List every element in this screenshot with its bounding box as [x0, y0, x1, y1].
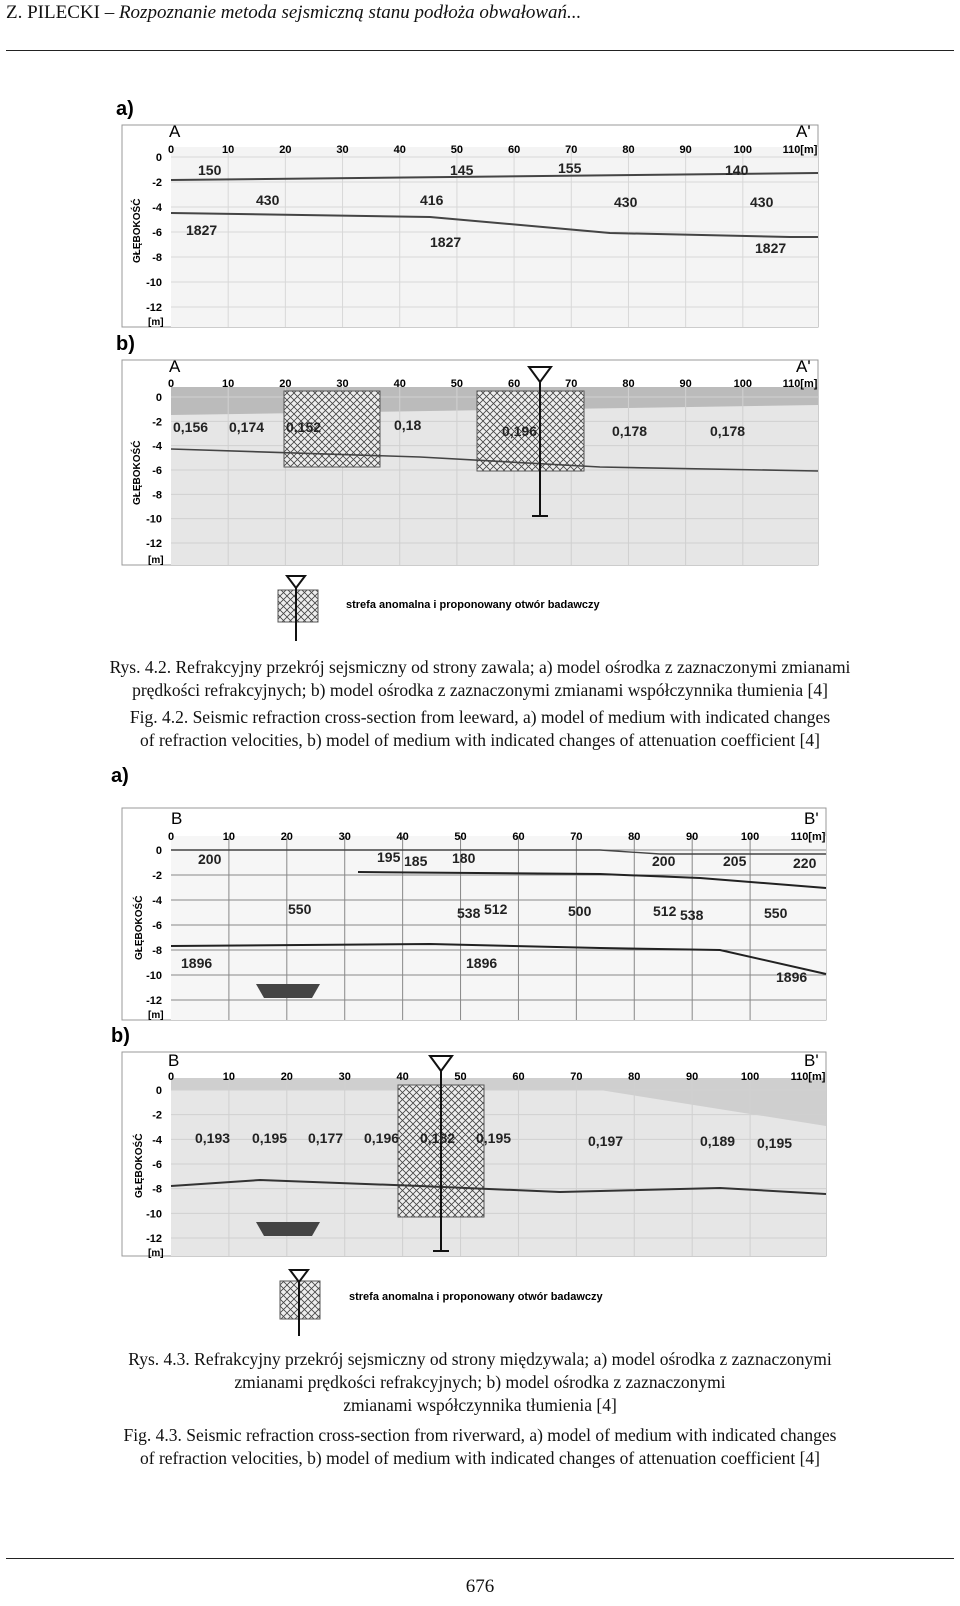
panel-b-chart	[122, 1051, 826, 1259]
y-tick-label: -12	[146, 302, 162, 314]
y-tick-label: -6	[152, 1159, 162, 1171]
x-tick-label: 110[m]	[782, 378, 818, 390]
y-tick-label: -6	[152, 227, 162, 239]
y-tick-label: -8	[152, 489, 162, 502]
layer-value: 0,195	[757, 1135, 793, 1151]
layer-value: 538	[457, 905, 481, 921]
y-tick-label: -2	[152, 1109, 162, 1122]
x-tick-label: 90	[686, 1071, 699, 1083]
running-header	[6, 2, 581, 24]
x-tick-label: 60	[507, 144, 521, 156]
page-number: 676	[465, 1576, 495, 1597]
caption-fig-4-2	[0, 706, 960, 752]
layer-value: 0,177	[308, 1130, 344, 1146]
header-title: Rozpoznanie metoda sejsmiczną stanu podłoża obwałowań...	[118, 2, 582, 23]
x-tick-label: 40	[396, 831, 409, 843]
y-tick-label: -10	[146, 513, 162, 526]
x-tick-label: 20	[280, 1071, 293, 1083]
layer-value: 1827	[430, 234, 462, 250]
x-tick-label: 40	[396, 1071, 409, 1083]
layer-value: 0,156	[173, 419, 209, 435]
layer-value: 0,196	[502, 423, 538, 439]
y-tick-label: -12	[146, 995, 162, 1007]
x-tick-label: 10	[222, 378, 235, 390]
caption-line: prędkości refrakcyjnych; b) model ośrodka z zaznaczonymi zmianami współczynnika tłumienia [4]	[132, 680, 828, 700]
layer-value: 1896	[181, 955, 213, 971]
x-tick-label: 30	[336, 378, 349, 390]
x-tick-label: 100	[740, 1071, 760, 1083]
y-tick-label: 0	[155, 845, 162, 857]
x-tick-label: 50	[450, 378, 464, 390]
y-unit: [m]	[148, 317, 164, 328]
x-tick-label: 0	[167, 378, 175, 390]
x-tick-label: 50	[450, 144, 464, 156]
layer-value: 0,18	[394, 417, 422, 433]
layer-value: 180	[452, 850, 476, 866]
y-tick-label: -2	[152, 416, 162, 429]
y-tick-label: 0	[155, 152, 162, 164]
caption-line: of refraction velocities, b) model of medium with indicated changes of attenuation coefficient [4]	[140, 730, 820, 750]
legend-borehole-icon	[290, 1270, 308, 1282]
caption-line: Rys. 4.2. Refrakcyjny przekrój sejsmiczny od strony zawala; a) model ośrodka z zaznaczonymi zmianami	[109, 657, 851, 677]
layer-value: 538	[680, 907, 704, 923]
y-tick-label: -2	[152, 177, 162, 189]
caption-line: Fig. 4.3. Seismic refraction cross-section from riverward, a) model of medium with indicated changes	[123, 1425, 837, 1445]
x-tick-label: 80	[622, 378, 635, 390]
y-tick-label: -8	[152, 252, 162, 264]
levee-symbol	[256, 1222, 320, 1236]
x-tick-label: 40	[393, 144, 406, 156]
figure-4-3	[0, 760, 960, 1350]
x-tick-label: 110[m]	[790, 831, 826, 843]
caption-fig-4-3	[0, 1424, 960, 1470]
layer-value: 0,195	[252, 1130, 288, 1146]
panel-b-label: b)	[111, 1025, 130, 1047]
y-axis-title: GŁĘBOKOŚĆ	[132, 440, 143, 505]
layer-value: 0,182	[420, 1130, 456, 1146]
y-tick-label: -4	[152, 895, 162, 907]
layer-value: 220	[793, 855, 817, 871]
y-tick-label: 0	[155, 1085, 162, 1097]
x-tick-label: 90	[679, 378, 692, 390]
layer-value: 550	[288, 901, 312, 917]
y-tick-label: -2	[152, 870, 162, 882]
layer-value: 0,178	[710, 423, 746, 439]
x-tick-label: 0	[167, 144, 175, 156]
header-author: Z. PILECKI	[6, 2, 100, 23]
caption-line: Rys. 4.3. Refrakcyjny przekrój sejsmiczny od strony międzywala; a) model ośrodka z zaznaczonymi	[128, 1349, 832, 1369]
x-tick-label: 70	[570, 831, 583, 843]
layer-value: 200	[652, 853, 676, 869]
x-tick-label: 70	[565, 144, 578, 156]
layer-value: 150	[198, 162, 222, 178]
x-tick-label: 30	[338, 831, 351, 843]
layer-value: 1827	[755, 240, 787, 256]
layer-value: 0,178	[612, 423, 648, 439]
y-axis-title: GŁĘBOKOŚĆ	[132, 198, 143, 263]
panel-a-label: a)	[111, 765, 129, 787]
y-tick-label: -6	[152, 920, 162, 932]
caption-rys-4-2	[0, 656, 960, 702]
x-tick-label: 10	[222, 144, 235, 156]
levee-symbol	[256, 984, 320, 998]
layer-value: 0,189	[700, 1133, 736, 1149]
layer-value: 1896	[466, 955, 498, 971]
legend-text: strefa anomalna i proponowany otwór badawczy	[346, 599, 600, 611]
panel-b-chart	[122, 357, 818, 566]
legend-borehole-icon	[287, 576, 305, 588]
x-tick-label: 110[m]	[790, 1071, 826, 1083]
layer-value: 145	[450, 162, 474, 178]
legend-hatch-swatch	[278, 590, 318, 622]
layer-value: 0,196	[364, 1130, 400, 1146]
profile-end-label: B'	[804, 1051, 819, 1070]
profile-start-label: B	[171, 809, 183, 828]
y-unit: [m]	[148, 1010, 164, 1021]
y-tick-label: -10	[146, 970, 162, 982]
caption-line: of refraction velocities, b) model of medium with indicated changes of attenuation coefficient [4]	[140, 1448, 820, 1468]
figure-4-2	[0, 85, 960, 655]
caption-rys-4-3	[0, 1348, 960, 1417]
x-tick-label: 20	[279, 144, 292, 156]
y-unit: [m]	[148, 1248, 164, 1259]
x-tick-label: 20	[279, 378, 292, 390]
layer-value: 416	[420, 192, 444, 208]
panel-a-chart	[122, 808, 826, 1021]
x-tick-label: 100	[733, 378, 752, 390]
layer-value: 1896	[776, 969, 808, 985]
y-axis-title: GŁĘBOKOŚĆ	[134, 895, 145, 960]
x-tick-label: 30	[338, 1071, 351, 1083]
x-tick-label: 10	[222, 1071, 236, 1083]
x-tick-label: 70	[565, 378, 578, 390]
y-tick-label: -10	[146, 1208, 162, 1221]
x-tick-label: 90	[679, 144, 692, 156]
y-tick-label: -10	[146, 277, 162, 289]
layer-value: 512	[484, 901, 508, 917]
x-tick-label: 70	[570, 1071, 583, 1083]
y-unit: [m]	[148, 555, 164, 566]
profile-start-label: B	[168, 1051, 180, 1070]
x-tick-label: 30	[336, 144, 349, 156]
y-tick-label: -4	[152, 1134, 162, 1147]
panel-a-label: a)	[116, 98, 134, 120]
layer-value: 200	[198, 851, 222, 867]
panel-a-chart	[122, 122, 818, 328]
x-tick-label: 90	[686, 831, 699, 843]
layer-value: 430	[750, 194, 774, 210]
x-tick-label: 10	[222, 831, 236, 843]
x-tick-label: 50	[454, 831, 467, 843]
x-tick-label: 60	[507, 378, 521, 390]
profile-start-label: A	[169, 357, 181, 376]
layer-value: 0,174	[229, 419, 265, 435]
layer-value: 140	[725, 162, 749, 178]
layer-value: 0,152	[286, 419, 322, 435]
panel-b-label: b)	[116, 333, 135, 355]
y-tick-label: -6	[152, 465, 162, 477]
x-tick-label: 20	[280, 831, 293, 843]
y-axis-title: GŁĘBOKOŚĆ	[134, 1133, 145, 1198]
layer-value: 185	[404, 853, 428, 869]
x-tick-label: 80	[628, 1071, 641, 1083]
layer-value: 155	[558, 160, 582, 176]
x-tick-label: 80	[628, 831, 641, 843]
layer-value: 1827	[186, 222, 218, 238]
x-tick-label: 60	[512, 831, 525, 843]
layer-value: 0,193	[195, 1130, 231, 1146]
header-dash: –	[99, 2, 119, 23]
x-tick-label: 40	[393, 378, 406, 390]
y-tick-label: -4	[152, 202, 162, 214]
header-rule	[6, 50, 954, 51]
x-tick-label: 0	[167, 1071, 175, 1083]
x-tick-label: 110[m]	[782, 144, 818, 156]
y-tick-label: -12	[146, 538, 162, 550]
legend-text: strefa anomalna i proponowany otwór badawczy	[349, 1291, 603, 1303]
x-tick-label: 50	[454, 1071, 467, 1083]
x-tick-label: 100	[740, 831, 760, 843]
y-tick-label: 0	[155, 392, 162, 404]
y-tick-label: -8	[152, 945, 162, 957]
layer-value: 500	[568, 903, 592, 919]
layer-value: 430	[256, 192, 280, 208]
layer-value: 550	[764, 905, 788, 921]
footer-rule	[6, 1558, 954, 1559]
x-tick-label: 100	[733, 144, 752, 156]
x-tick-label: 80	[622, 144, 635, 156]
y-tick-label: -8	[152, 1183, 162, 1196]
x-tick-label: 0	[167, 831, 175, 843]
layer-value: 205	[723, 853, 747, 869]
caption-line: zmianami współczynnika tłumienia [4]	[343, 1395, 617, 1415]
profile-end-label: A'	[796, 357, 811, 376]
legend	[280, 1270, 604, 1336]
profile-start-label: A	[169, 122, 181, 141]
y-tick-label: -4	[152, 440, 162, 453]
layer-value: 512	[653, 903, 677, 919]
layer-value: 430	[614, 194, 638, 210]
y-tick-label: -12	[146, 1233, 162, 1245]
layer-value: 195	[377, 849, 401, 865]
legend	[278, 576, 601, 641]
caption-line: Fig. 4.2. Seismic refraction cross-section from leeward, a) model of medium with indicated changes	[129, 707, 831, 727]
profile-end-label: B'	[804, 809, 819, 828]
profile-end-label: A'	[796, 122, 811, 141]
layer-value: 0,197	[588, 1133, 624, 1149]
x-tick-label: 60	[512, 1071, 525, 1083]
caption-line: zmianami prędkości refrakcyjnych; b) model ośrodka z zaznaczonymi	[234, 1372, 726, 1392]
layer-value: 0,195	[476, 1130, 512, 1146]
